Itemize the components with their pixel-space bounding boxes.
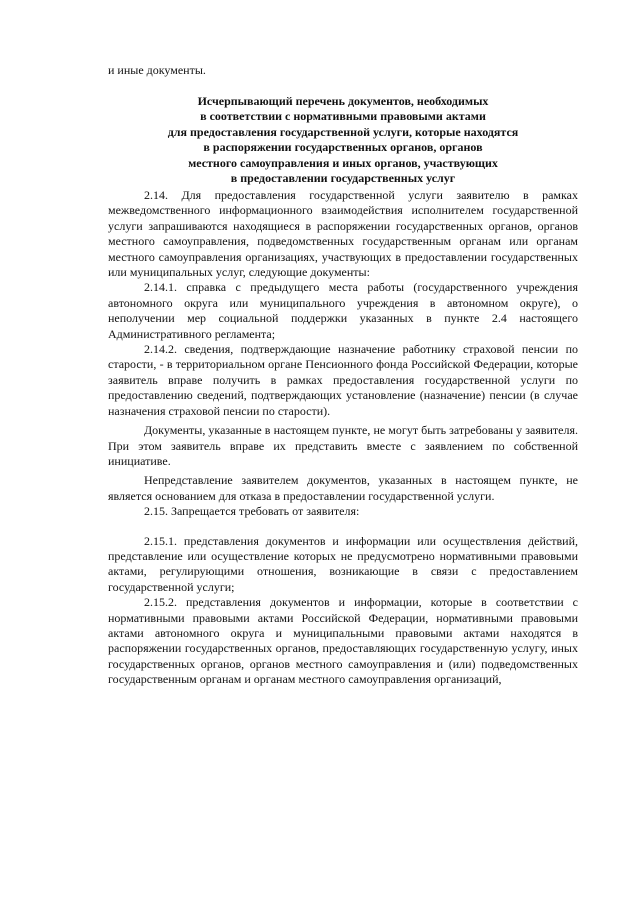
paragraph-non-submission: Непредставление заявителем документов, указанных в настоящем пункте, не является основанием для отказа в предоставлении государственной услуги. bbox=[108, 473, 578, 503]
paragraph-2-14: 2.14. Для предоставления государственной услуги заявителю в рамках межведомственного информационного взаимодействия исполнителем государственной услуги запрашиваются находящиеся в распоряжении государственных органов, органов местного самоуправления, подведомственных государственным органам или органам местного самоуправления организациях, участвующих в предоставлении государственных или муниципальных услуг, следующие документы: bbox=[108, 188, 578, 280]
paragraph-2-15: 2.15. Запрещается требовать от заявителя: bbox=[144, 504, 360, 519]
paragraph-2-14-1: 2.14.1. справка с предыдущего места работы (государственного учреждения автономного округа или муниципального учреждения в автономном округе), о неполучении мер социальной поддержки указанных в пункте 2.4 настоящего Административного регламента; bbox=[108, 280, 578, 341]
paragraph-2-14-2: 2.14.2. сведения, подтверждающие назначение работнику страховой пенсии по старости, - в территориальном органе Пенсионного фонда Российской Федерации, которые заявитель вправе получить в рамках предоставления государственной услуги по предоставлению сведений, подтверждающих установление (назначение) пенсии (в случае назначения страховой пенсии по старости). bbox=[108, 342, 578, 418]
heading-line: в распоряжении государственных органов, органов bbox=[203, 140, 483, 155]
heading-line: в предоставлении государственных услуг bbox=[230, 171, 456, 186]
section-heading bbox=[108, 94, 578, 186]
heading-line: Исчерпывающий перечень документов, необходимых bbox=[197, 94, 489, 108]
paragraph-2-15-1: 2.15.1. представления документов и информации или осуществления действий, представление или осуществление которых не предусмотрено нормативными правовыми актами, регулирующими отношения, возникающие в связи с предоставлением государственной услуги; bbox=[108, 533, 578, 594]
heading-line: местного самоуправления и иных органов, участвующих bbox=[188, 155, 498, 170]
paragraph-documents-note: Документы, указанные в настоящем пункте, не могут быть затребованы у заявителя. При этом заявитель вправе их представить вместе с заявлением по собственной инициативе. bbox=[108, 423, 578, 468]
heading-line: для предоставления государственной услуги, которые находятся bbox=[167, 124, 519, 139]
intro-line: и иные документы. bbox=[108, 63, 206, 77]
document-body bbox=[108, 188, 578, 688]
heading-line: в соответствии с нормативными правовыми актами bbox=[200, 109, 486, 124]
paragraph-2-15-2: 2.15.2. представления документов и информации, которые в соответствии с нормативными правовыми актами Российской Федерации, нормативными правовыми актами автономного округа и муниципальными правовыми актами находятся в распоряжении государственных органов, предоставляющих государственную услугу, иных государственных органов, органов местного самоуправления и (или) подведомственных государственным органам и органам местного самоуправления организаций, bbox=[108, 595, 578, 687]
